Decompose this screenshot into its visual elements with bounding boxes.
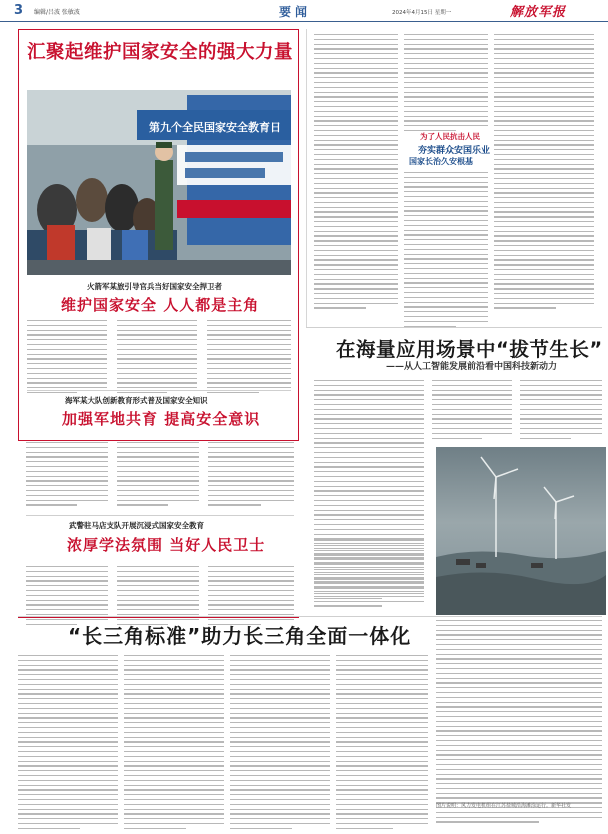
right-text-col2-bottom [404, 172, 488, 330]
story3-text-col2 [117, 566, 199, 628]
feature-photo [27, 90, 291, 275]
bottom-text-col4 [336, 655, 428, 832]
story1-kicker: 火箭军某旅引导官兵当好国家安全捍卫者 [87, 282, 222, 291]
feature2-text-col3 [520, 380, 602, 442]
story-divider-1 [27, 390, 291, 391]
feature2-text-col2 [432, 380, 512, 442]
right-story-kicker: 为了人民抗击人民 [420, 132, 480, 141]
right-story-title: 夯实群众安国乐业 [418, 146, 491, 156]
main-headline: 汇聚起维护国家安全的强大力量 [27, 42, 294, 63]
story1-text-col1 [27, 320, 107, 397]
editors-line: 编辑/吕波 张敏波 [34, 9, 80, 16]
right-text-col1 [314, 34, 398, 312]
masthead-logo: 解放军报 [510, 5, 567, 20]
bottom-headline: “长三角标准”助力长三角全面一体化 [68, 624, 412, 648]
right-text-col3 [494, 34, 594, 312]
story3-text-col1 [26, 566, 108, 628]
column-divider [306, 29, 307, 327]
story1-headline: 维护国家安全 人人都是主角 [61, 296, 260, 314]
photo-caption-note: 图片说明：风力发电机组在江苏盐城沿海滩涂运行。新华社发 [436, 803, 572, 809]
right-bottom-text [436, 620, 602, 826]
bottom-section-rule [18, 616, 602, 617]
story2-headline: 加强军地共育 提高安全意识 [62, 410, 261, 428]
story3-headline: 浓厚学法氛围 当好人民卫士 [67, 536, 266, 554]
feature2-subheadline: ——从人工智能发展前沿看中国科技新动力 [386, 362, 558, 372]
right-text-col2-top [404, 34, 488, 135]
story1-text-col3 [207, 320, 291, 397]
story-divider-2 [26, 515, 294, 516]
feature2-top-rule [306, 327, 602, 328]
feature2-text-col1b [314, 540, 424, 602]
right-story-subtitle: 国家长治久安根基 [409, 157, 473, 166]
section-title: 要闻 [279, 5, 312, 19]
page-header [0, 0, 608, 22]
windfarm-photo-illustration [436, 447, 606, 615]
feature-photo-illustration [27, 90, 291, 275]
banner-text: 第九个全民国家安全教育日 [149, 121, 281, 134]
story1-text-col2 [117, 320, 197, 397]
story3-text-col3 [208, 566, 294, 628]
windfarm-photo [436, 447, 606, 615]
feature2-headline: 在海量应用场景中“拔节生长” [336, 338, 603, 361]
story3-kicker: 武警驻马店支队开展沉浸式国家安全教育 [69, 521, 204, 530]
bottom-text-col1 [18, 655, 118, 832]
story2-text-col2 [117, 442, 199, 509]
feature-panel [18, 29, 299, 441]
story2-kicker: 海军某大队创新教育形式普及国家安全知识 [65, 396, 208, 405]
story2-text-col1 [26, 442, 108, 509]
dateline: 2024年4月15日 星期一 [392, 10, 452, 16]
bottom-text-col2 [124, 655, 224, 832]
bottom-text-col3 [230, 655, 330, 832]
story2-text-col3 [208, 442, 294, 509]
page-number: 3 [14, 3, 24, 18]
